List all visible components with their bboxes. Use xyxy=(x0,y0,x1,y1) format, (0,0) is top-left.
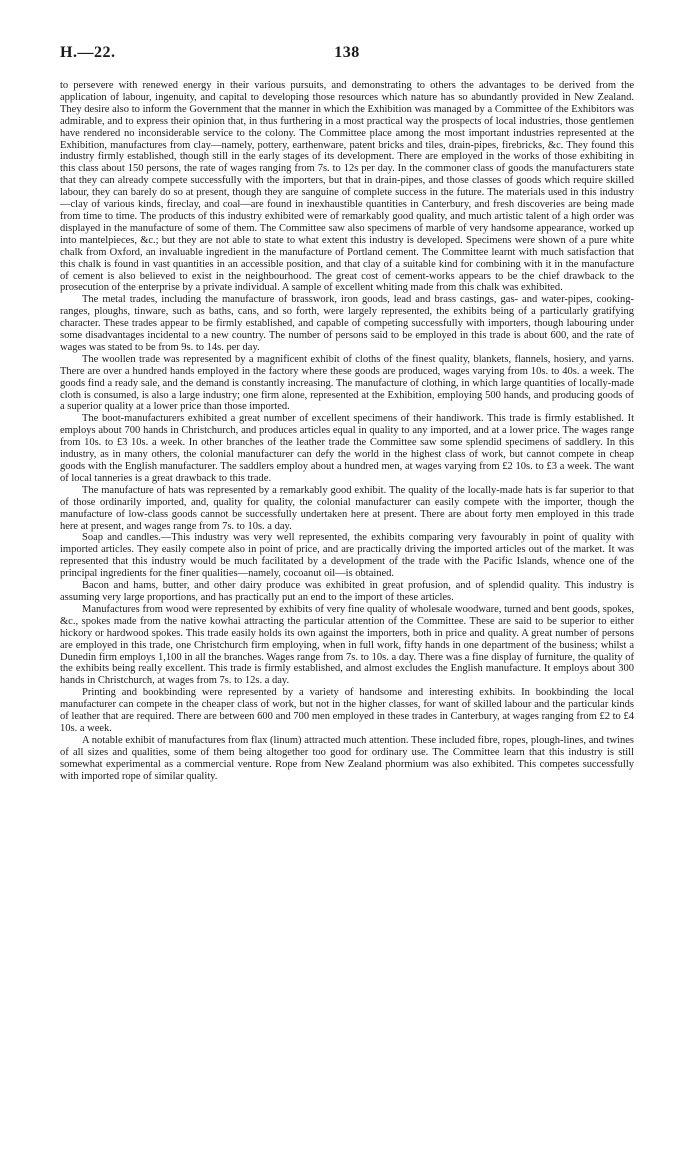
paragraph-clay-industries: to persevere with renewed energy in their various pursuits, and demonstrating to others the advantages to be derived from the application of labour, ingenuity, and capital to developing those resources which nature has so abundantly provided in New Zealand. They desire also to inform the Government that the manner in which the Exhibition was managed by a Committee of the Exhibitors was admirable, and to express their opinion that, in thus furthering in a most practical way the prospects of local industries, those gentlemen have rendered no inconsiderable service to the colony. The Committee place among the most important industries represented at the Exhibition, manufactures from clay—namely, pottery, earthenware, patent bricks and tiles, drain-pipes, firebricks, &c. They found this industry firmly established, though still in the early stages of its development. There are employed in the works of those exhibiting in this class about 150 persons, the rate of wages ranging from 7s. to 12s per day. In the commoner class of goods the manufacturers state that they can already compete successfully with the importers, but that in drain-pipes, and those classes of goods which require skilled labour, they can barely do so at present, though they are sanguine of complete success in the future. The materials used in this industry—clay of various kinds, fireclay, and coal—are found in inexhaustible quantities in Canterbury, and fresh discoveries are being made from time to time. The products of this industry exhibited were of remarkably good quality, and much artistic talent of a high order was displayed in the manufacture of some of them. The Committee saw also specimens of marble of very handsome appearance, worked up into mantelpieces, &c.; but they are not able to state to what extent this industry is developed. Specimens were shown of a pure white chalk from Oxford, an invaluable ingredient in the manufacture of Portland cement. The Committee learnt with much satisfaction that this chalk is found in vast quantities in an accessible position, and that clay of a suitable kind for combining with it in the manufacture of cement is also believed to exist in the neighbourhood. The great cost of cement-works appears to be the chief drawback to the prosecution of the enterprise by a private individual. A sample of excellent whiting made from this chalk was exhibited. xyxy=(60,80,634,294)
paragraph-boot-manufacturers: The boot-manufacturers exhibited a great number of excellent specimens of their handiwork. This trade is firmly established. It employs about 700 hands in Christchurch, and produces articles equal in quality to any imported, and at a lower price. The wages range from 10s. to £3 10s. a week. In other branches of the leather trade the Committee saw some splendid specimens of saddlery. In this industry, as in many others, the colonial manufacturer can defy the world in the highest class of work, but cannot compete in cheap goods with the English manufacturer. The saddlers employ about a hundred men, at wages varying from £2 10s. to £3 a week. The want of local tanneries is a great drawback to this trade. xyxy=(60,413,634,484)
paragraph-hats: The manufacture of hats was represented by a remarkably good exhibit. The quality of the locally-made hats is far superior to that of those ordinarily imported, and, quality for quality, the colonial manufacturer can easily compete with the importer, though the manufacture of low-class goods cannot be successfully undertaken here at present. There are about forty men employed in this trade here at present, and wages range from 7s. to 10s. a day. xyxy=(60,484,634,532)
paragraph-woollen-trade: The woollen trade was represented by a magnificent exhibit of cloths of the finest quality, blankets, flannels, hosiery, and yarns. There are over a hundred hands employed in the factory where these goods are produced, wages varying from 10s. to 40s. a week. The goods find a ready sale, and the demand is constantly increasing. The manufacture of clothing, in which large quantities of locally-made cloth is consumed, is also a large industry; one firm alone, represented at the Exhibition, employing 500 hands, and producing goods of a superior quality at a lower price than those imported. xyxy=(60,353,634,413)
document-body xyxy=(60,80,634,782)
paragraph-wood-manufactures: Manufactures from wood were represented by exhibits of very fine quality of wholesale woodware, turned and bent goods, spokes, &c., spokes made from the native kowhai attracting the particular attention of the Committee. These are said to be superior to either hickory or hardwood spokes. This trade easily holds its own against the importers, both in price and quality. A great number of persons are employed in this trade, one Christchurch firm employing, when in full work, fifty hands in one department of the business; whilst a Dunedin firm employs 1,100 in all the branches. Wages range from 7s. to 10s. a day. There was a fine display of furniture, the quality of the exhibits being really excellent. This trade is firmly established, and almost excludes the English manufacture. It employs about 300 hands in Christchurch, at wages from 7s. to 12s. a day. xyxy=(60,603,634,687)
paragraph-dairy-produce: Bacon and hams, butter, and other dairy produce was exhibited in great profusion, and of splendid quality. This industry is assuming very large proportions, and has practically put an end to the import of these articles. xyxy=(60,580,634,603)
page-number: 138 xyxy=(334,44,360,61)
paragraph-flax-manufactures: A notable exhibit of manufactures from flax (linum) attracted much attention. These included fibre, ropes, plough-lines, and twines of all sizes and qualities, some of them being altogether too good for ordinary use. The Committee learn that this industry is still somewhat experimental as a commercial venture. Rope from New Zealand phormium was also exhibited. This competes successfully with imported rope of similar quality. xyxy=(60,734,634,782)
paragraph-soap-candles: Soap and candles.—This industry was very well represented, the exhibits comparing very favourably in point of quality with imported articles. They easily compete also in point of price, and are practically driving the imported articles out of the market. It was represented that this industry would be much facilitated by a development of the trade with the Pacific Islands, whence one of the principal ingredients for the finer qualities—namely, cocoanut oil—is obtained. xyxy=(60,532,634,580)
paragraph-printing-bookbinding: Printing and bookbinding were represented by a variety of handsome and interesting exhibits. In bookbinding the local manufacturer can compete in the cheaper class of work, but not in the higher classes, for want of skilled labour and the particular kinds of leather that are required. There are between 600 and 700 men employed in these trades in Canterbury, at wages ranging from £2 to £4 10s. a week. xyxy=(60,687,634,734)
paragraph-metal-trades: The metal trades, including the manufacture of brasswork, iron goods, lead and brass castings, gas- and water-pipes, cooking-ranges, ploughs, tinware, such as baths, cans, and so forth, were largely represented, the exhibits being of a particularly gratifying character. These trades appear to be firmly established, and capable of competing successfully with importers, though labouring under some disadvantages incidental to a new country. The number of persons said to be employed in this trade is about 600, and the rate of wages was stated to be from 9s. to 14s. per day. xyxy=(60,294,634,353)
parliamentary-paper-reference: H.—22. xyxy=(60,44,116,61)
page-header xyxy=(60,44,634,64)
